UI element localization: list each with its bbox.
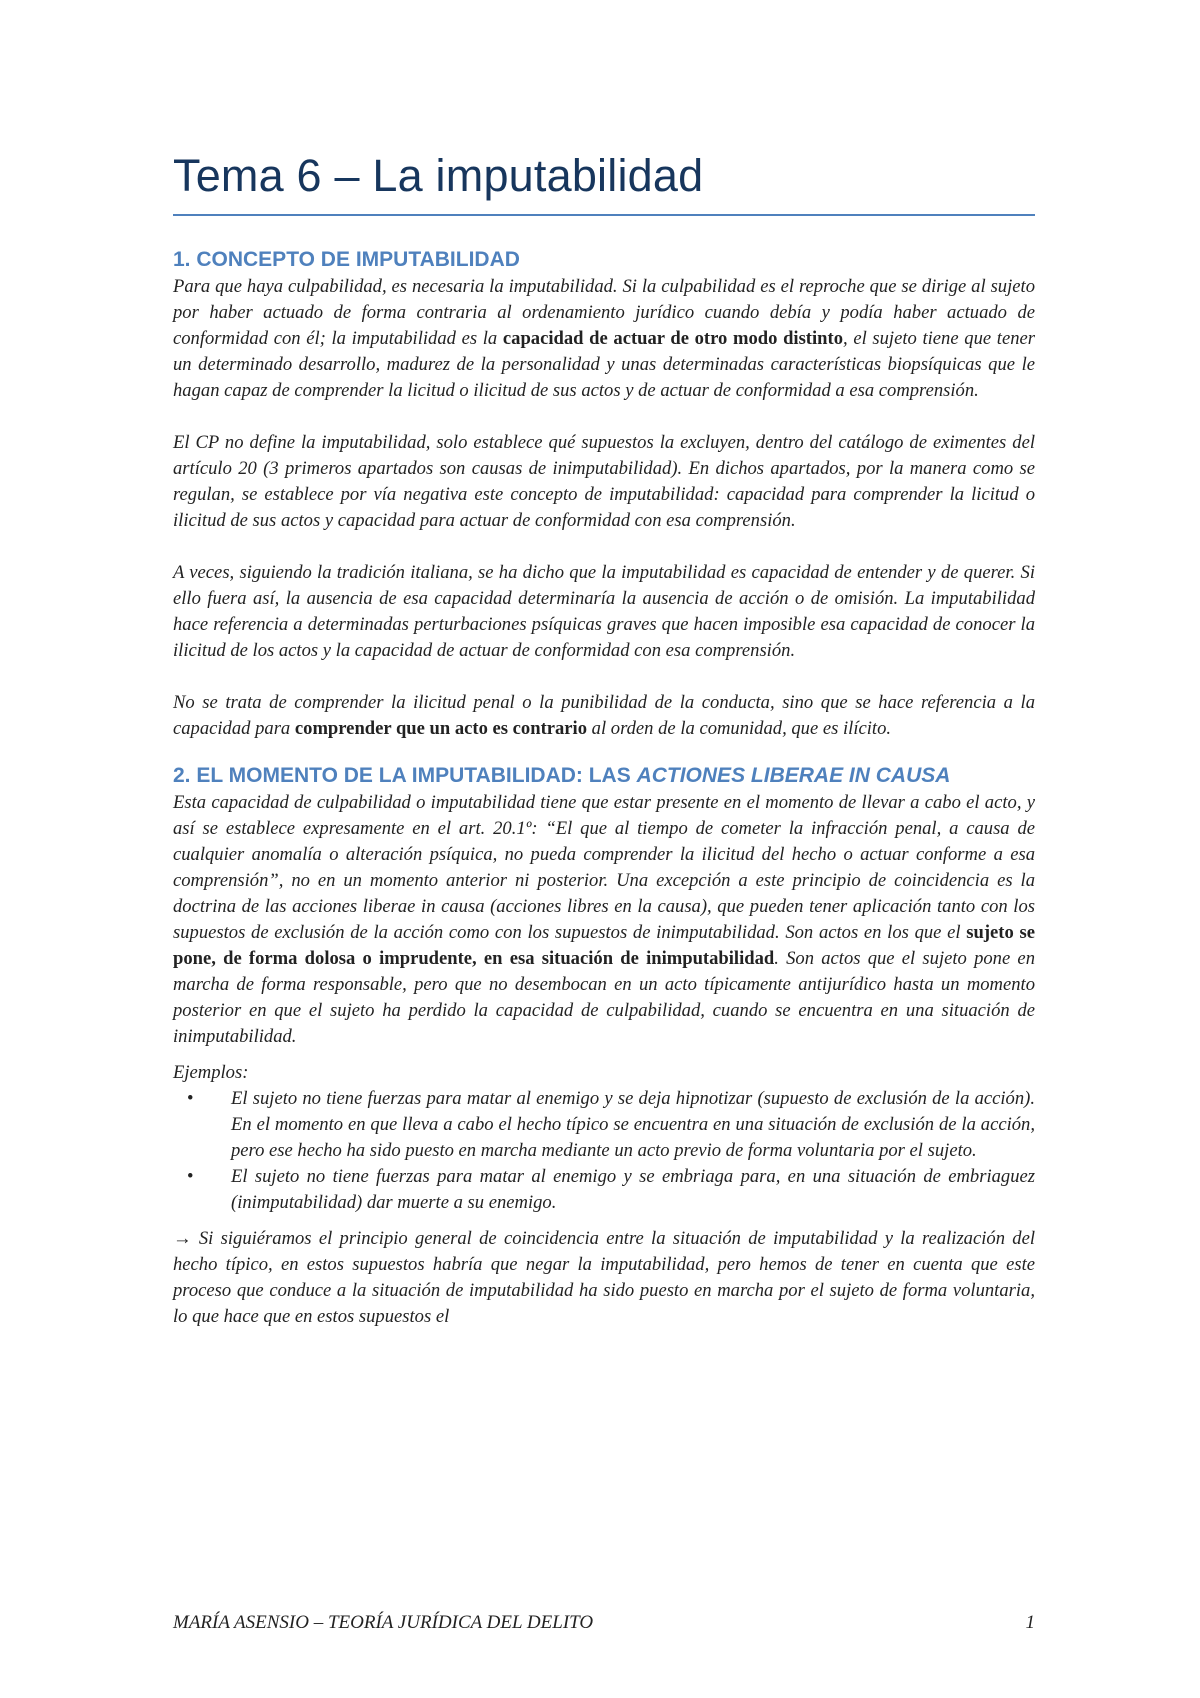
section-1-paragraph-1	[173, 274, 1035, 404]
footer-author: MARÍA ASENSIO – TEORÍA JURÍDICA DEL DELITO	[173, 1612, 594, 1633]
page-title: Tema 6 – La imputabilidad	[173, 150, 1035, 216]
section-2-paragraph-1	[173, 790, 1035, 1050]
section-1-paragraph-3: A veces, siguiendo la tradición italiana, se ha dicho que la imputabilidad es capacidad de entender y de querer. Si ello fuera así, la ausencia de esa capacidad determinaría la ausencia de acción o de omisión. La imputabilidad hace referencia a determinadas perturbaciones psíquicas graves que hacen imposible esa capacidad de conocer la ilicitud de los actos y la capacidad de actuar de conformidad con esa comprensión.	[173, 562, 1035, 661]
text-run: Si siguiéramos el principio general de coincidencia entre la situación de imputabilidad y la realización del hecho típico, en estos supuestos habría que negar la imputabilidad, pero hemos de tener en cuenta que este proceso que conduce a la situación de imputabilidad ha sido puesto en marcha por el sujeto de forma voluntaria, lo que hace que en estos supuestos el	[173, 1228, 1035, 1327]
bullet-icon: •	[187, 1088, 194, 1109]
list-item	[187, 1164, 1035, 1216]
text-run: No se trata de comprender la ilicitud penal o la punibilidad de la conducta, sino que se hace referencia a la capacidad para	[173, 692, 1035, 739]
section-1-heading: 1. CONCEPTO DE IMPUTABILIDAD	[173, 248, 520, 271]
bold-text: comprender que un acto es contrario	[294, 718, 588, 739]
text-run: . Son actos que el sujeto pone en marcha de forma responsable, pero que no desembocan en un acto típicamente antijurídico hasta un momento posterior en que el sujeto ha perdido la capacidad de culpabilidad, cuando se encuentra en una situación de inimputabilidad.	[173, 948, 1035, 1047]
arrow-right-icon: →	[173, 1228, 192, 1249]
text-run: Esta capacidad de culpabilidad o imputabilidad tiene que estar presente en el momento de llevar a cabo el acto, y así se establece expresamente en el art. 20.1º: “El que al tiempo de cometer la infracción penal, a causa de cualquier anomalía o alteración psíquica, no pueda comprender la ilicitud del hecho o actuar conforme a esa comprensión”, no en un momento anterior ni posterior. Una excepción a este principio de coincidencia es la doctrina de las acciones liberae in causa (acciones libres en la causa), que pueden tener aplicación tanto con los supuestos de exclusión de la acción como con los supuestos de inimputabilidad. Son actos en los que el	[173, 792, 1035, 943]
page-footer	[173, 1612, 1035, 1634]
section-1-paragraph-2: El CP no define la imputabilidad, solo establece qué supuestos la excluyen, dentro del catálogo de eximentes del artículo 20 (3 primeros apartados son causas de inimputabilidad). En dichos apartados, por la manera como se regulan, se establece por vía negativa este concepto de imputabilidad: capacidad para comprender la licitud o ilicitud de sus actos y capacidad para actuar de conformidad con esa comprensión.	[173, 432, 1035, 531]
heading-text: 2. EL MOMENTO DE LA IMPUTABILIDAD: LAS	[173, 764, 637, 787]
list-item	[187, 1086, 1035, 1164]
text-run: , el sujeto tiene que tener un determinado desarrollo, madurez de la personalidad y unas determinadas características biopsíquicas que le hagan capaz de comprender la licitud o ilicitud de sus actos y de actuar de conformidad a esa comprensión.	[173, 328, 1035, 401]
heading-italic-text: ACTIONES LIBERAE IN CAUSA	[636, 764, 951, 787]
bold-text: capacidad de actuar de otro modo distinto	[502, 328, 843, 349]
examples-list	[173, 1086, 1035, 1216]
text-run: Para que haya culpabilidad, es necesaria la imputabilidad. Si la culpabilidad es el reproche que se dirige al sujeto por haber actuado de forma contraria al ordenamiento jurídico cuando debía y podía haber actuado de conformidad con él; la imputabilidad es la	[173, 276, 1035, 349]
section-2-paragraph-2	[173, 1226, 1035, 1330]
list-item-text: El sujeto no tiene fuerzas para matar al enemigo y se deja hipnotizar (supuesto de exclusión de la acción). En el momento en que lleva a cabo el hecho típico se encuentra en una situación de exclusión de la acción, pero ese hecho ha sido puesto en marcha mediante un acto previo de forma voluntaria por el sujeto.	[231, 1088, 1035, 1161]
text-run: al orden de la comunidad, que es ilícito.	[587, 718, 892, 739]
section-1-paragraph-4	[173, 690, 1035, 742]
section-2-heading	[173, 762, 1035, 790]
page-number: 1	[1025, 1612, 1035, 1633]
list-item-text: El sujeto no tiene fuerzas para matar al enemigo y se embriaga para, en una situación de embriaguez (inimputabilidad) dar muerte a su enemigo.	[231, 1166, 1035, 1213]
bold-text: sujeto se pone, de forma dolosa o imprudente, en esa situación de inimputabilidad	[173, 922, 1035, 969]
bullet-icon: •	[187, 1166, 194, 1187]
document-page	[173, 150, 1035, 1330]
examples-label: Ejemplos:	[173, 1062, 249, 1083]
